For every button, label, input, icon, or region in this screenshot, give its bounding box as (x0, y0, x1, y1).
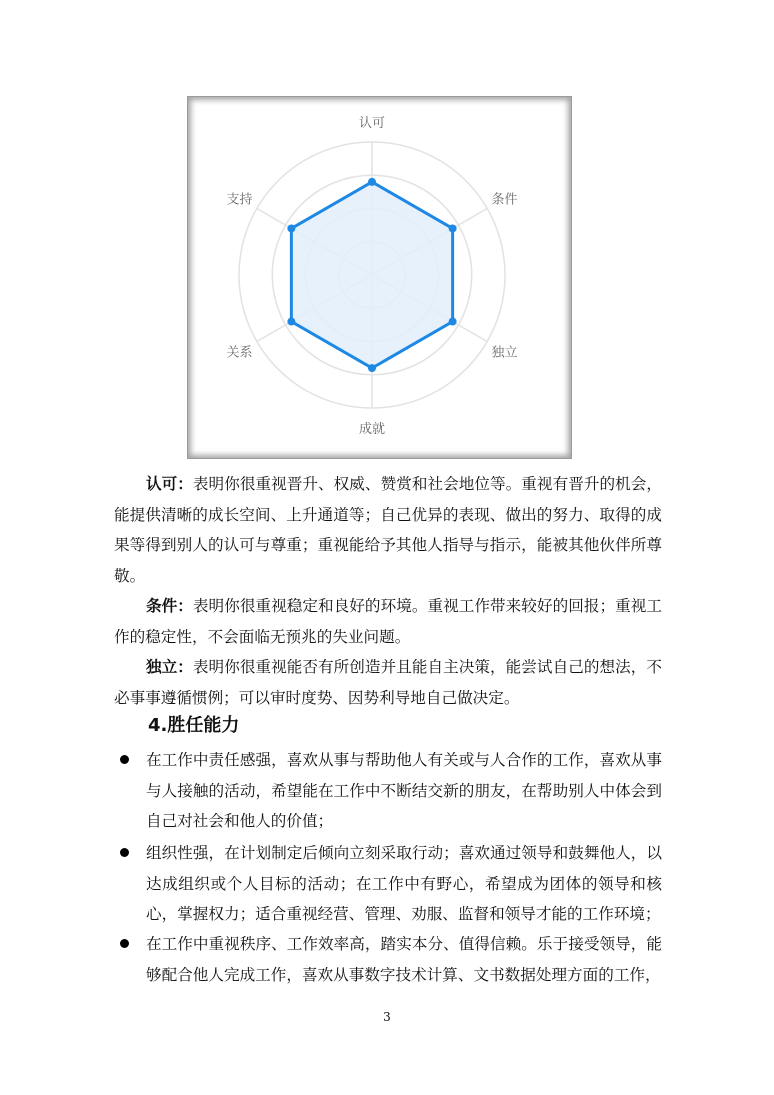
paragraph-independence (114, 652, 662, 713)
radar-axis-label: 支持 (226, 192, 253, 208)
radar-chart (187, 96, 572, 459)
bullet-dot-icon (120, 755, 129, 764)
paragraph-recognition (114, 469, 662, 591)
section-heading: 4.胜任能力 (148, 715, 240, 736)
radar-axis-label: 独立 (491, 345, 518, 361)
bullet-item (114, 929, 662, 990)
radar-data-point (449, 224, 457, 232)
bullet-text: 组织性强，在计划制定后倾向立刻采取行动；喜欢通过领导和鼓舞他人，以达成组织或个人目标的活动；在工作中有野心，希望成为团体的领导和核心，掌握权力；适合重视经营、管理、劝服、监督和领导才能的工作环境； (146, 844, 662, 923)
text-conditions: 表明你很重视稳定和良好的环境。重视工作带来较好的回报；重视工作的稳定性，不会面临无预兆的失业问题。 (114, 597, 662, 646)
bullet-text: 在工作中重视秩序、工作效率高，踏实本分、值得信赖。乐于接受领导，能够配合他人完成工作，喜欢从事数字技术计算、文书数据处理方面的工作， (146, 935, 662, 984)
radar-svg (188, 97, 573, 460)
bullet-dot-icon (120, 848, 129, 857)
text-independence: 表明你很重视能否有所创造并且能自主决策，能尝试自己的想法，不必事事遵循惯例；可以审时度势、因势利导地自己做决定。 (114, 658, 662, 707)
radar-series-area (291, 182, 452, 368)
radar-axis-label: 条件 (491, 192, 518, 208)
term-conditions: 条件： (146, 597, 193, 615)
paragraph-conditions (114, 591, 662, 652)
radar-axis-label: 成就 (358, 422, 386, 437)
page-number: 3 (383, 1010, 391, 1024)
radar-data-point (287, 224, 295, 232)
bullet-text: 在工作中责任感强，喜欢从事与帮助他人有关或与人合作的工作，喜欢从事与人接触的活动，希望能在工作中不断结交新的朋友，在帮助别人中体会到自己对社会和他人的价值； (146, 751, 662, 830)
bullet-item (114, 838, 662, 930)
radar-data-point (449, 318, 457, 326)
radar-axis-label: 关系 (226, 345, 253, 361)
radar-data-point (368, 364, 376, 372)
radar-data-point (368, 178, 376, 186)
radar-axis-label: 认可 (358, 116, 386, 131)
radar-data-point (287, 318, 295, 326)
bullet-item (114, 745, 662, 837)
bullet-dot-icon (120, 939, 129, 948)
term-recognition: 认可： (146, 475, 193, 493)
term-independence: 独立： (146, 658, 193, 676)
text-recognition: 表明你很重视晋升、权威、赞赏和社会地位等。重视有晋升的机会，能提供清晰的成长空间、上升通道等；自己优异的表现、做出的努力、取得的成果等得到别人的认可与尊重；重视能给予其他人指导与指示，能被其他伙伴所尊敬。 (114, 475, 662, 585)
